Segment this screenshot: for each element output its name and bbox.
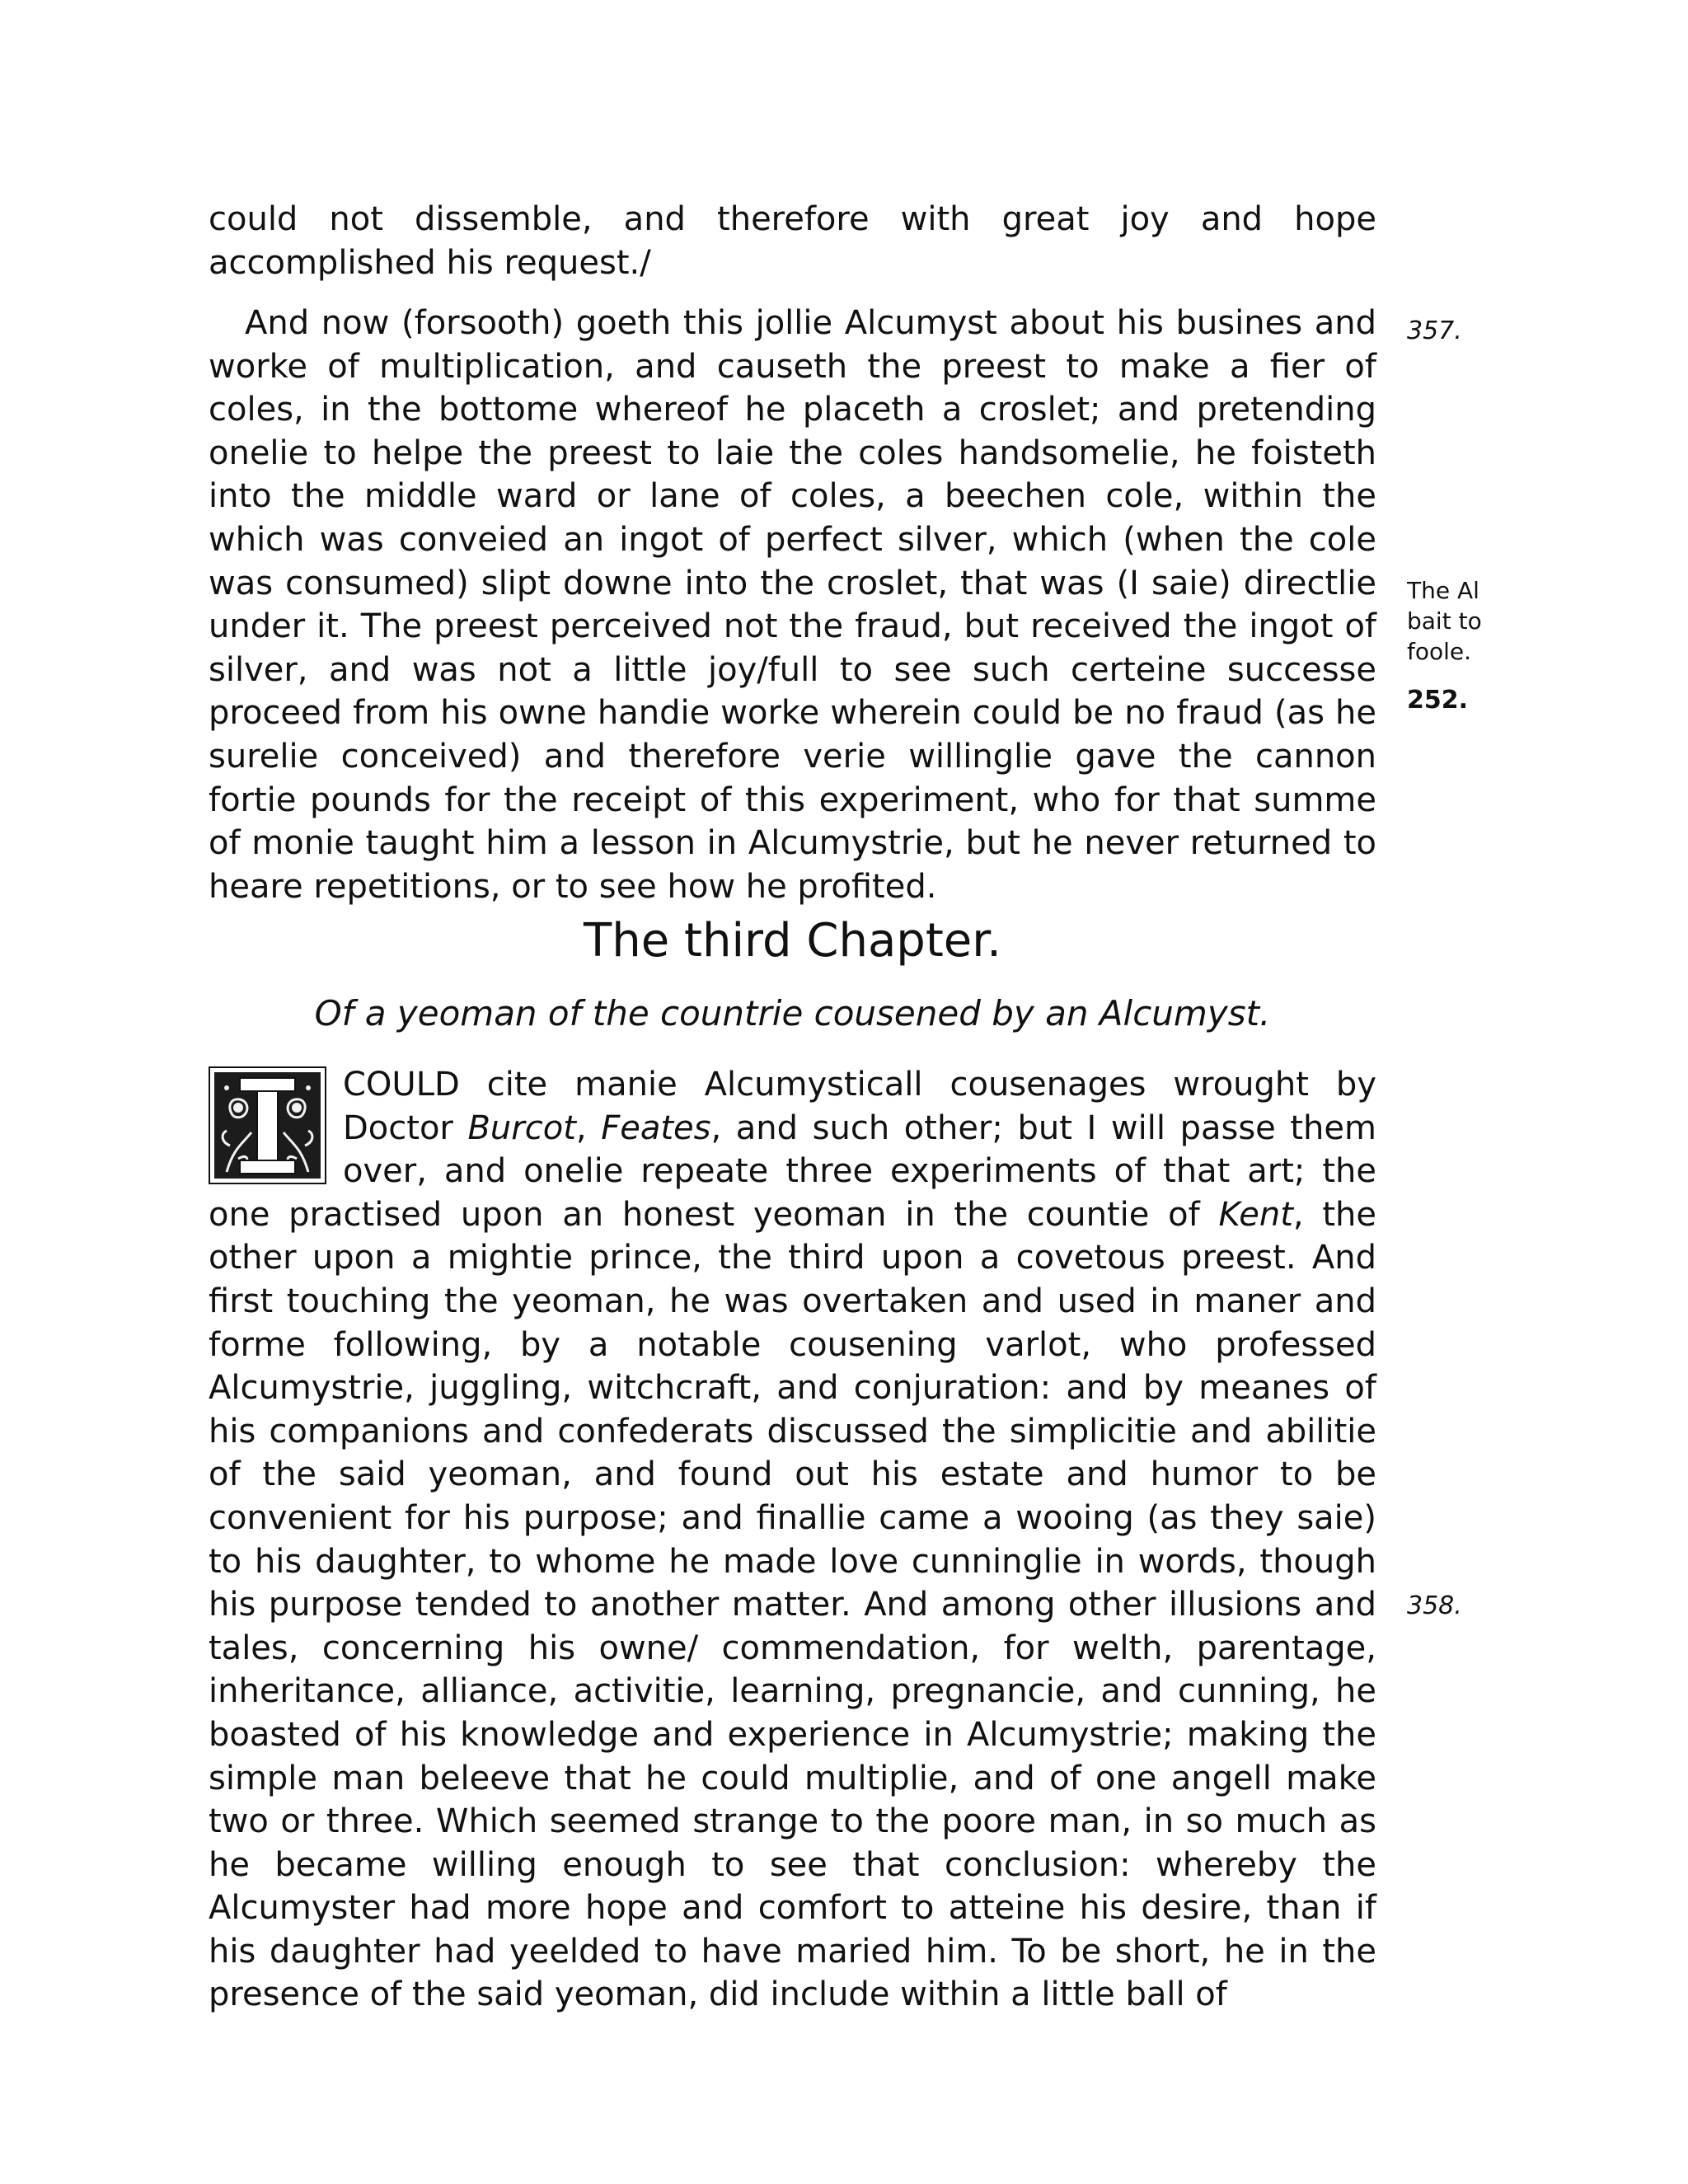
chapter-subtitle: Of a yeoman of the countrie cousened by an Alcumyst. (314, 993, 1271, 1033)
name-feates: Feates (601, 1108, 711, 1147)
chapter-title: The third Chapter. (584, 914, 1001, 968)
name-burcot: Burcot (467, 1108, 576, 1147)
side-note-line-2: bait to (1407, 607, 1482, 635)
yeoman-text-1: COULD cite manie Alcumysticall cousenages wrought by Doctor (343, 1066, 1376, 1147)
side-note (1407, 575, 1485, 667)
paragraph-alcumyst: And now (forsooth) goeth this jollie Alcumyst about his busines and worke of multiplication, and causeth the preest to make a fier of coles, in the bottome whereof he placeth a croslet; and pretending onelie to helpe the preest to laie the coles handsomelie, he foisteth into the middle ward or lane of coles, a beechen cole, within the which was conveied an ingot of perfect silver, which (when the cole was consumed) slipt downe into the croslet, that was (I saie) directlie under it. The preest perceived not the fraud, but received the ingot of silver, and was not a little joy/full to see such certeine successe proceed from his owne handie worke wherein could be no fraud (as he surelie conceived) and therefore verie willinglie gave the cannon fortie pounds for the receipt of this experiment, who for that summe of monie taught him a lesson in Alcumystrie, but he never returned to heare repetitions, or to see how he profited. (209, 304, 1376, 906)
folio-357: 357. (1407, 316, 1462, 345)
paragraph-yeoman (209, 1063, 1376, 2017)
drop-cap-ornament (209, 1066, 326, 1184)
yeoman-text-2: , (575, 1108, 602, 1147)
page-number-252: 252. (1407, 686, 1469, 715)
side-note-line-1: The Al (1407, 577, 1479, 604)
yeoman-text-3: , and such other; but I will passe them over, and onelie repeate three experiments of that art; the one practised upon an honest yeoman in the countie of (209, 1108, 1376, 1234)
drop-cap-i-icon (209, 1066, 326, 1184)
paragraph-continued: could not dissemble, and therefore with great joy and hope accomplished his request./ (209, 200, 1376, 282)
yeoman-text-4: , the other upon a mightie prince, the third upon a covetous preest. And first touching the yeoman, he was overtaken and used in maner and forme following, by a notable cousening varlot, who professed Alcumystrie, juggling, witchcraft, and conjuration: and by meanes of his companions and confederats discussed the simplicitie and abilitie of the said yeoman, and found out his estate and humor to be convenient for his purpose; and finallie came a wooing (as they saie) to his daughter, to whome he made love cunninglie in words, though his purpose tended to another matter. And among other illusions and tales, concerning his owne/ commendation, for welth, parentage, inheritance, alliance, activitie, learning, pregnancie, and cunning, he boasted of his knowledge and experience in Alcumystrie; making the simple man beleeve that he could multiplie, and of one angell make two or three. Which seemed strange to the poore man, in so much as he became willing enough to see that conclusion: whereby the Alcumyster had more hope and comfort to atteine his desire, than if his daughter had yeelded to have maried him. To be short, he in the presence of the said yeoman, did include within a little ball of (209, 1195, 1376, 2014)
place-kent: Kent (1218, 1195, 1293, 1234)
side-note-line-3: foole. (1407, 638, 1472, 665)
folio-358: 358. (1407, 1591, 1462, 1620)
